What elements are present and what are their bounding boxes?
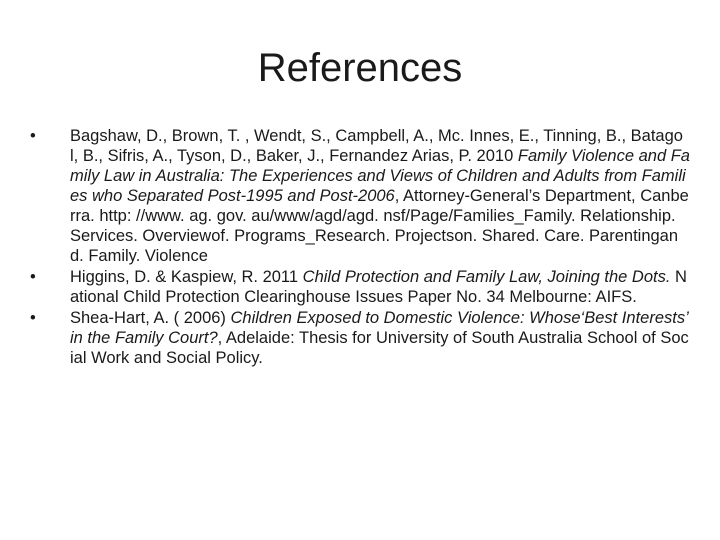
reference-authors: Shea-Hart, A. ( 2006) (70, 309, 231, 327)
reference-publisher: National Child Protection Clearinghouse Issues Paper No. 34 Melbourne: AIFS. (70, 268, 687, 306)
reference-publisher: , Adelaide: Thesis for University of South Australia School of Social Work and Social Policy. (70, 329, 689, 367)
reference-title: Family Violence and Family Law in Australia: The Experiences and Views of Children and Adults from Families who Separated Post-1995 and Post-2006 (70, 147, 690, 205)
reference-list (30, 126, 690, 369)
slide-title: References (257, 46, 463, 90)
bullet-icon: • (30, 268, 36, 286)
reference-publisher: , Attorney-General’s Department, Canberra. http: //www. ag. gov. au/www/agd/agd. nsf/Page/Families_Family. Relationship. Services. Overviewof. Programs_Research. Projectson. Shared. Care. Parentingand. Family. Violence (70, 187, 689, 265)
bullet-icon: • (30, 127, 36, 145)
bullet-icon: • (30, 309, 36, 327)
reference-authors: Higgins, D. & Kaspiew, R. 2011 (70, 268, 303, 286)
reference-authors: Bagshaw, D., Brown, T. , Wendt, S., Campbell, A., Mc. Innes, E., Tinning, B., Batagol, B., Sifris, A., Tyson, D., Baker, J., Fernandez Arias, P. 2010 (70, 127, 683, 165)
reference-item (30, 126, 690, 266)
reference-title: Children Exposed to Domestic Violence: Whose‘Best Interests’ in the Family Court? (70, 309, 688, 347)
reference-item (30, 308, 690, 368)
reference-title: Child Protection and Family Law, Joining the Dots. (302, 268, 671, 286)
reference-item (30, 267, 690, 307)
